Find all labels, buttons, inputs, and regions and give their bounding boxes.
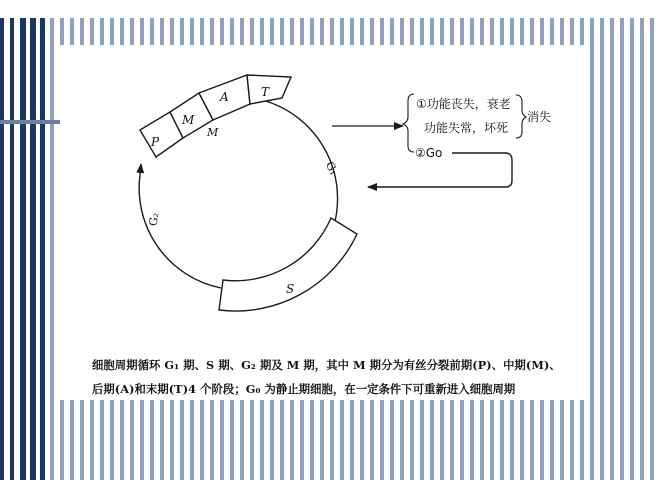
label-T: T: [261, 85, 270, 99]
caption-line-1: 细胞周期循环 G₁ 期、S 期、G₂ 期及 M 期，其中 M 期分为有丝分裂前期(P)、中期(M)、: [92, 358, 561, 372]
block-S: [219, 218, 357, 311]
left-brace: [403, 94, 414, 152]
outcome-result: 消失: [527, 110, 552, 124]
cycle-arrow-to-P: [140, 164, 141, 175]
label-M-inner: M: [207, 126, 219, 139]
outcome-line1: ①功能丧失，衰老: [416, 97, 511, 111]
outcome-G0: ②Go: [415, 146, 443, 160]
content-card: [60, 45, 587, 400]
right-brace: [516, 95, 526, 138]
label-P: P: [151, 135, 160, 149]
label-G1: G₁: [322, 159, 341, 178]
outcome-line2: 功能失常，坏死: [424, 121, 509, 135]
cell-cycle-diagram: [60, 45, 587, 400]
label-S: S: [286, 282, 295, 296]
label-G2: G₂: [146, 211, 162, 227]
label-A: A: [220, 90, 229, 104]
caption-line-2: 后期(A)和末期(T)4 个阶段；G₀ 为静止期细胞，在一定条件下可重新进入细胞周期: [92, 382, 516, 396]
label-M: M: [182, 113, 195, 127]
cycle-ring-left: [139, 175, 221, 288]
